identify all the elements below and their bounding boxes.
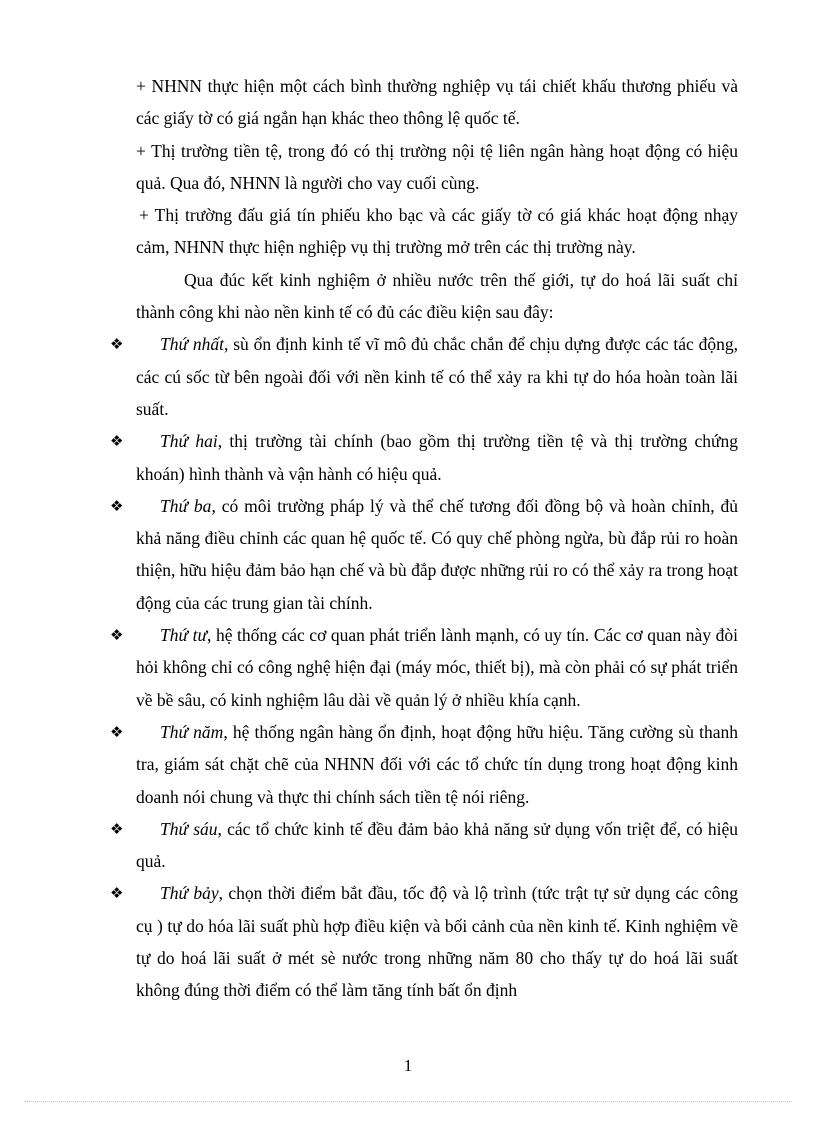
bullet-text: , sù ổn định kinh tế vĩ mô đủ chắc chắn để chịu dựng được các tác động, các cú sốc từ bên ngoài đối với nền kinh tế có thể xảy ra khi tự do hóa hoàn toàn lãi suất. <box>136 334 739 419</box>
diamond-bullet-icon: ❖ <box>110 819 124 838</box>
diamond-bullet-icon: ❖ <box>110 626 124 645</box>
diamond-bullet-icon: ❖ <box>110 884 124 903</box>
bullet-lead: Thứ tư <box>160 625 207 646</box>
bullet-lead: Thứ hai <box>160 431 218 452</box>
diamond-bullet-icon: ❖ <box>110 432 124 451</box>
diamond-bullet-icon: ❖ <box>110 496 124 515</box>
bullet-body <box>136 619 738 716</box>
footer-divider <box>24 1101 792 1102</box>
bullet-text: , chọn thời điểm bắt đầu, tốc độ và lộ trình (tức trật tự sử dụng các công cụ ) tự do hóa lãi suất phù hợp điều kiện và bối cảnh của nền kinh tế. Kinh nghiệm về tự do hoá lãi suất ở mét sè nước trong những năm 80 cho thấy tự do hoá lãi suất không đúng thời điểm có thể làm tăng tính bất ổn định <box>136 883 739 1001</box>
bullet-body <box>136 328 738 425</box>
bullet-body <box>136 813 738 878</box>
bullet-lead: Thứ ba <box>160 495 212 516</box>
bullet-item-sixth <box>110 813 738 878</box>
bullet-body <box>136 716 738 813</box>
bullet-body <box>136 877 738 1006</box>
bullet-text: , các tổ chức kinh tế đều đảm bảo khả năng sử dụng vốn triệt để, có hiệu quả. <box>136 818 738 872</box>
diamond-bullet-icon: ❖ <box>110 335 124 354</box>
bullet-item-seventh <box>110 877 739 1006</box>
paragraph-conditions-intro: Qua đúc kết kinh nghiệm ở nhiều nước trên thế giới, tự do hoá lãi suất chỉ thành công khi nào nền kinh tế có đủ các điều kiện sau đây: <box>136 269 738 323</box>
bullet-item-third <box>110 490 739 619</box>
bullet-lead: Thứ sáu <box>160 818 218 839</box>
bullet-text: , có môi trường pháp lý và thể chế tương đối đồng bộ và hoàn chỉnh, đủ khả năng điều chỉnh các quan hệ quốc tế. Có quy chế phòng ngừa, bù đắp rủi ro hoàn thiện, hữu hiệu đảm bảo hạn chế và bù đắp được những rủi ro có thể xảy ra trong hoạt động của các trung gian tài chính. <box>136 495 739 613</box>
bullet-item-first <box>110 328 739 425</box>
page-number: 1 <box>403 1056 413 1075</box>
bullet-lead: Thứ bảy <box>160 883 219 904</box>
bullet-item-fourth <box>110 619 738 716</box>
paragraph-treasury-auction: + Thị trường đấu giá tín phiếu kho bạc và các giấy tờ có giá khác hoạt động nhạy cảm, NHNN thực hiện nghiệp vụ thị trường mở trên các thị trường này. <box>136 205 738 258</box>
page-content <box>110 70 739 1007</box>
bullet-body <box>136 425 738 490</box>
bullet-lead: Thứ nhất <box>160 334 224 355</box>
paragraph-money-market: + Thị trường tiền tệ, trong đó có thị trường nội tệ liên ngân hàng hoạt động có hiệu quả. Qua đó, NHNN là người cho vay cuối cùng. <box>136 140 738 193</box>
bullet-body <box>136 490 738 619</box>
paragraph-rediscount: + NHNN thực hiện một cách bình thường nghiệp vụ tái chiết khấu thương phiếu và các giấy tờ có giá ngắn hạn khác theo thông lệ quốc tế. <box>136 76 738 129</box>
diamond-bullet-icon: ❖ <box>110 722 124 741</box>
bullet-text: , hệ thống ngân hàng ổn định, hoạt động hữu hiệu. Tăng cường sù thanh tra, giám sát chặt chẽ của NHNN đối với các tổ chức tín dụng trong hoạt động kinh doanh nói chung và thực thi chính sách tiền tệ nói riêng. <box>136 721 738 807</box>
bullet-text: , thị trường tài chính (bao gồm thị trường tiền tệ và thị trường chứng khoán) hình thành và vận hành có hiệu quả. <box>136 431 738 484</box>
bullet-lead: Thứ năm <box>160 721 224 742</box>
bullet-item-fifth <box>110 716 738 813</box>
bullet-text: , hệ thống các cơ quan phát triển lành mạnh, có uy tín. Các cơ quan này đòi hỏi không chỉ có công nghệ hiện đại (máy móc, thiết bị), mà còn phải có sự phát triển về bề sâu, có kinh nghiệm lâu dài về quản lý ở nhiều khía cạnh. <box>136 625 738 710</box>
bullet-item-second <box>110 425 738 490</box>
